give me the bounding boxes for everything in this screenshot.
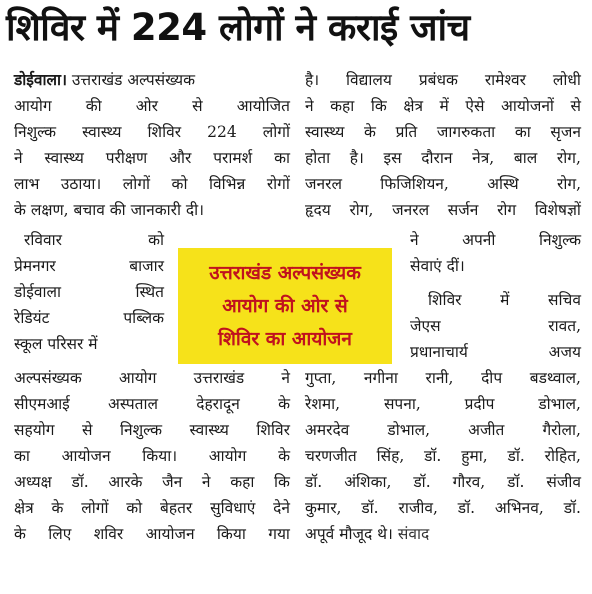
word: रोग, (556, 149, 581, 167)
word: रोग (497, 201, 517, 219)
word: डॉ. (413, 473, 431, 491)
word: शविर (93, 525, 124, 543)
word: डॉ. (563, 499, 581, 517)
word: रोहित, (544, 447, 581, 465)
word: विद्यालय (346, 71, 392, 89)
word: रेशमा, (305, 395, 341, 413)
word: में (439, 97, 449, 115)
word: ने (305, 97, 314, 115)
body-line: सेवाएं दीं। (410, 257, 465, 275)
word: अस्थि (487, 175, 519, 193)
body-line (305, 392, 581, 416)
word: इस (383, 149, 402, 167)
body-line (14, 496, 290, 520)
word: आयोजन (145, 525, 195, 543)
word: ऐसे (465, 97, 485, 115)
body-line (14, 172, 290, 196)
word: जेएस (410, 317, 441, 335)
word: बेहतर (160, 499, 193, 517)
word: परामर्श (213, 149, 253, 167)
word: सृजन (550, 123, 581, 141)
word: शिविर (428, 291, 462, 309)
word: सिंह, (376, 447, 405, 465)
word: नेत्र, (472, 149, 495, 167)
word: हुमा, (461, 447, 488, 465)
word: प्रदीप (464, 395, 495, 413)
word: में (500, 291, 510, 309)
word: कि (274, 473, 290, 491)
word: जनरल (305, 175, 342, 193)
word: रामेश्वर (484, 71, 526, 89)
word: राजीव, (398, 499, 438, 517)
word: रोग, (556, 175, 581, 193)
word: डॉ. (305, 473, 323, 491)
word: डोईवाला (14, 283, 62, 301)
word: लोगों (81, 499, 109, 517)
word: रेडियंट (14, 309, 50, 327)
word: आयोजन (61, 447, 111, 465)
word: प्रति (395, 123, 418, 141)
body-line (305, 146, 581, 170)
word: का (14, 447, 30, 465)
word: सहयोग (14, 421, 55, 439)
word: उठाया। (60, 175, 102, 193)
word: देने (273, 499, 290, 517)
word: स्वास्थ्य (305, 123, 345, 141)
word: डॉ. (424, 447, 442, 465)
highlight-line: शिविर का आयोजन (218, 327, 352, 350)
body-line (14, 418, 290, 442)
word: स्वास्थ्य (189, 421, 229, 439)
body-line (14, 444, 290, 468)
word: की (85, 97, 102, 115)
word: संजीव (546, 473, 581, 491)
word: दीप (481, 369, 503, 387)
word: निशुल्क (14, 123, 57, 141)
word: के (51, 499, 64, 517)
word: ने (281, 369, 290, 387)
body-line: स्कूल परिसर में (14, 335, 98, 353)
word: विशेषज्ञों (534, 201, 581, 219)
word: बडथ्वाल, (529, 369, 581, 387)
body-line (305, 366, 581, 390)
body-line (305, 68, 581, 92)
body-line (14, 94, 290, 118)
word: आरके (108, 473, 143, 491)
word: परीक्षण (105, 149, 148, 167)
word: से (192, 97, 203, 115)
word: देहरादून (196, 395, 240, 413)
word: गुप्ता, (305, 369, 337, 387)
word: किया (216, 525, 246, 543)
word: अस्पताल (107, 395, 159, 413)
body-line (305, 172, 581, 196)
word: कहा (330, 97, 355, 115)
word: अभिनव, (494, 499, 544, 517)
word: लाभ (14, 175, 40, 193)
word: और (169, 149, 192, 167)
word: रविवार (24, 231, 62, 249)
body-line (14, 392, 290, 416)
body-line (305, 94, 581, 118)
body-line (305, 470, 581, 494)
word: सीएमआई (14, 395, 70, 413)
word: सुविधाएं (210, 499, 256, 517)
word: को (148, 231, 164, 249)
word: जनरल (392, 201, 430, 219)
word: पब्लिक (123, 309, 164, 327)
word: सर्जन (447, 201, 479, 219)
word: कहा (230, 473, 255, 491)
word: से (570, 97, 581, 115)
body-line (14, 120, 290, 144)
word: रानी, (425, 369, 454, 387)
word: प्रेमनगर (14, 257, 56, 275)
body-line (410, 314, 581, 338)
body-line (14, 146, 290, 170)
word: आयोग (14, 97, 52, 115)
body-line (14, 306, 164, 330)
word: हृदय (305, 201, 331, 219)
word: के (278, 395, 290, 413)
closing-line: अपूर्व मौजूद थे। (305, 525, 393, 543)
word: लोगों (262, 123, 290, 141)
word: के (364, 123, 376, 141)
word: अध्यक्ष (14, 473, 52, 491)
word: निशुल्क (538, 231, 581, 249)
word: को (171, 175, 188, 193)
word: किया। (142, 447, 178, 465)
word: शिविर (256, 421, 290, 439)
word: प्रधानाचार्य (410, 343, 468, 361)
body-line (14, 254, 164, 278)
word: स्थित (135, 283, 164, 301)
body-line (428, 288, 581, 312)
word: क्षेत्र (14, 499, 34, 517)
word: बाल (513, 149, 538, 167)
word: डॉ. (361, 499, 379, 517)
word: डॉ. (71, 473, 89, 491)
body-line: डोईवाला। उत्तराखंड अल्पसंख्यक (14, 70, 196, 89)
body-line (14, 280, 164, 304)
word: कुमार, (305, 499, 342, 517)
word: ने (14, 149, 23, 167)
word: से (81, 421, 93, 439)
word: जैन (162, 473, 183, 491)
word: विभिन्न (208, 175, 246, 193)
word: है। (305, 71, 320, 89)
word: अंशिका, (344, 473, 392, 491)
word: लोगों (122, 175, 151, 193)
word: उत्तराखंड (193, 369, 245, 387)
body-line: के लक्षण, बचाव की जानकारी दी। (14, 201, 205, 219)
word: आयोग (208, 447, 247, 465)
word: आयोजनों (500, 97, 554, 115)
body-line (24, 228, 164, 252)
word: का (274, 149, 290, 167)
word: आयोग (118, 369, 157, 387)
highlight-line: आयोग की ओर से (222, 294, 348, 317)
word: डॉ. (507, 473, 525, 491)
word: बाजार (129, 257, 164, 275)
word: दौरान (421, 149, 453, 167)
body-line (305, 496, 581, 520)
word: डॉ. (507, 447, 525, 465)
word: ने (410, 231, 419, 249)
word: जागरुकता (436, 123, 496, 141)
highlight-line: उत्तराखंड अल्पसंख्यक (209, 261, 361, 284)
dateline: डोईवाला। (14, 70, 67, 89)
word: क्षेत्र (403, 97, 423, 115)
word: गैरोला, (542, 421, 581, 439)
word: अजय (548, 343, 581, 361)
headline: शिविर में 224 लोगों ने कराई जांच (6, 6, 470, 49)
word: रोगों (266, 175, 290, 193)
word: ओर (135, 97, 158, 115)
body-line (305, 522, 581, 546)
body-line (305, 198, 581, 222)
word: लोधी (552, 71, 581, 89)
highlight-box (178, 248, 392, 364)
word: नगीना (363, 369, 398, 387)
word: अमरदेव (305, 421, 350, 439)
word: सचिव (548, 291, 581, 309)
word: लिए (48, 525, 72, 543)
word: 224 (207, 123, 237, 141)
word: डॉ. (457, 499, 476, 517)
word: चरणजीत (305, 447, 357, 465)
body-line (14, 522, 290, 546)
body-line (410, 228, 581, 252)
body-line (410, 340, 581, 364)
body-line (305, 120, 581, 144)
word: अल्पसंख्यक (14, 369, 82, 387)
word: गौरव, (452, 473, 486, 491)
word: स्वास्थ्य (44, 149, 84, 167)
word: का (514, 123, 531, 141)
body-line (14, 366, 290, 390)
word: को (126, 499, 143, 517)
word: अपनी (462, 231, 496, 249)
word: सपना, (383, 395, 421, 413)
word: निशुल्क (119, 421, 163, 439)
word: डोभाल, (538, 395, 581, 413)
word: कि (370, 97, 387, 115)
word: है। (349, 149, 364, 167)
word: स्वास्थ्य (82, 123, 122, 141)
word: रोग, (349, 201, 374, 219)
word: के (14, 525, 26, 543)
body-line (305, 418, 581, 442)
word: प्रबंधक (418, 71, 458, 89)
word: शिविर (147, 123, 182, 141)
word: आयोजित (236, 97, 290, 115)
word: गया (268, 525, 290, 543)
word: डोभाल, (387, 421, 431, 439)
body-line (14, 470, 290, 494)
word: के (278, 447, 290, 465)
word: अजीत (468, 421, 505, 439)
body-line (305, 444, 581, 468)
word: रावत, (548, 317, 581, 335)
word: ने (201, 473, 211, 491)
credit-line: संवाद (397, 525, 430, 543)
word: होता (305, 149, 331, 167)
word: फिजिशियन, (380, 175, 449, 193)
